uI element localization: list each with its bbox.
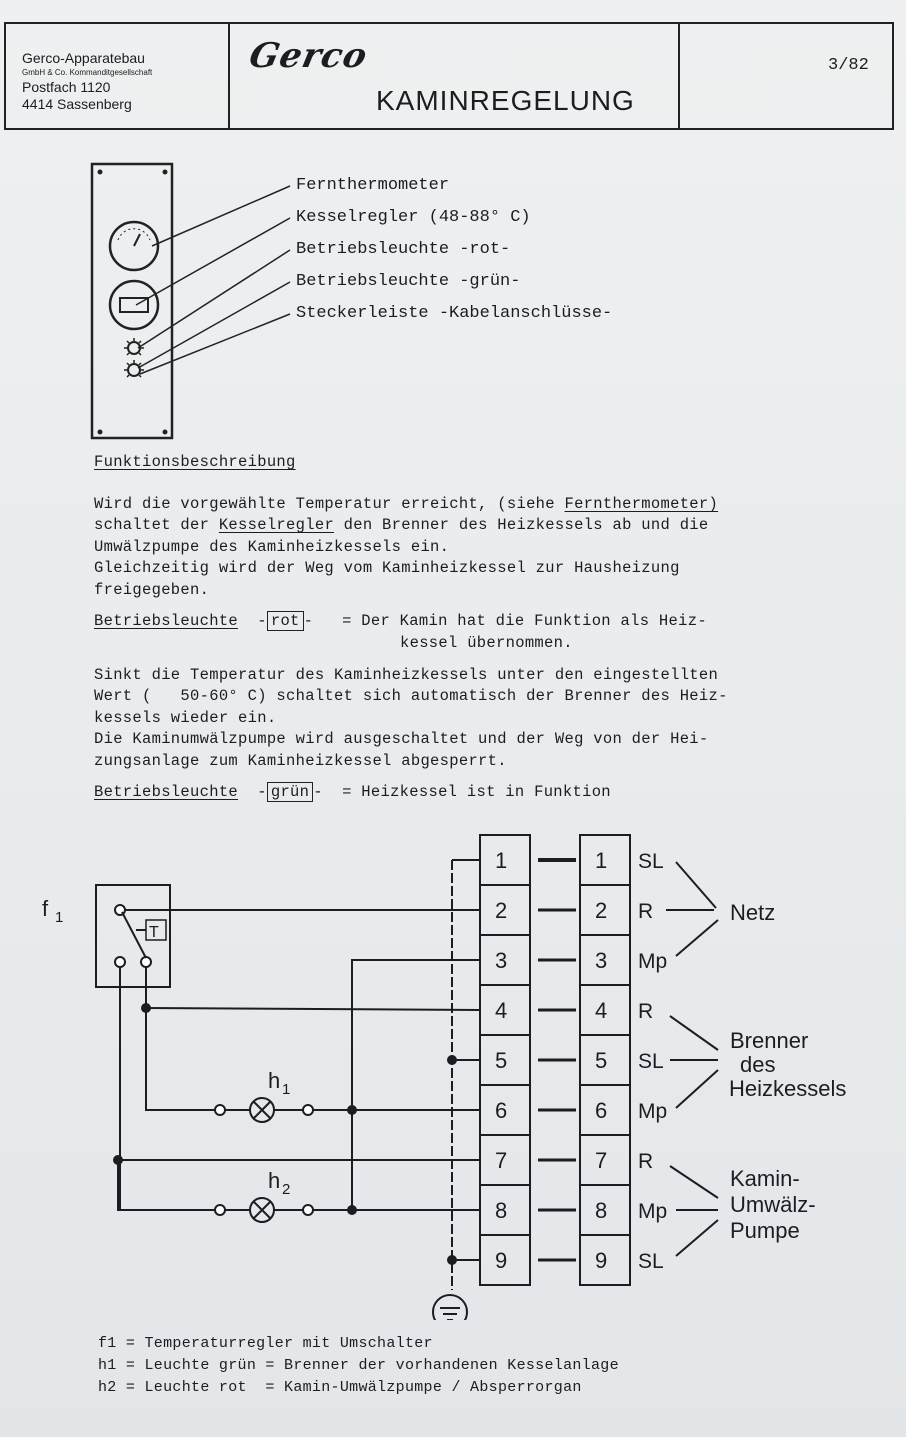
terminal-left-number: 2 <box>495 898 508 923</box>
lamp-green-row: Betriebsleuchte - grün - = Heizkessel ist in Funktion <box>94 783 611 801</box>
wiring-diagram <box>0 820 906 1320</box>
lamp-red-row: Betriebsleuchte - rot - = Der Kamin hat die Funktion als Heiz- <box>94 612 707 630</box>
text-span: schaltet der <box>94 516 219 534</box>
boxed-word: rot <box>267 611 304 631</box>
f1-label: f <box>42 896 49 921</box>
control-panel-drawing <box>0 150 906 450</box>
h2-label-sub: 2 <box>282 1181 291 1198</box>
boxed-word: grün <box>267 782 313 802</box>
panel-plate <box>92 164 172 438</box>
terminal-point <box>215 1205 225 1215</box>
terminal-right-number: 5 <box>595 1048 608 1073</box>
company-address <box>22 50 152 113</box>
green-lamp-icon <box>124 360 144 377</box>
terminal-point <box>303 1105 313 1115</box>
company-name: Gerco-Apparatebau <box>22 50 145 66</box>
gerco-logo: Gerco <box>245 36 372 76</box>
leader-line <box>138 282 290 368</box>
terminal-right-number: 4 <box>595 998 608 1023</box>
group-leader <box>676 862 716 908</box>
paragraph-line: Die Kaminumwälzpumpe wird ausgeschaltet und der Weg von der Hei- <box>94 730 709 748</box>
wire-label: R <box>638 1150 654 1173</box>
legend-line: h1 = Leuchte grün = Brenner der vorhandenen Kesselanlage <box>98 1357 619 1374</box>
group-leader <box>676 1220 718 1256</box>
paragraph-line: freigegeben. <box>94 581 210 599</box>
f1-label-sub: 1 <box>55 909 64 926</box>
text-span: den Brenner des Heizkessels ab und die <box>334 516 709 534</box>
group-brenner: Heizkessels <box>729 1076 847 1101</box>
terminal-left-number: 8 <box>495 1198 508 1223</box>
label-steckerleiste: Steckerleiste -Kabelanschlüsse- <box>296 304 613 323</box>
paragraph-line: Gleichzeitig wird der Weg vom Kaminheizkessel zur Hausheizung <box>94 559 680 577</box>
wire-label: Mp <box>638 1100 668 1123</box>
wire-label: Mp <box>638 950 668 973</box>
terminal-point <box>141 957 151 967</box>
leader-line <box>136 218 290 305</box>
terminal-left-number: 1 <box>495 848 508 873</box>
leader-line <box>138 250 290 348</box>
terminal-right-number: 7 <box>595 1148 608 1173</box>
wire-label: R <box>638 1000 654 1023</box>
paragraph-line: Sinkt die Temperatur des Kaminheizkessels unter den eingestellten <box>94 666 719 684</box>
group-kamin: Pumpe <box>730 1218 800 1243</box>
group-leader <box>676 920 718 956</box>
page-title: KAMINREGELUNG <box>376 85 635 116</box>
paragraph-line: zungsanlage zum Kaminheizkessel abgesperrt. <box>94 752 507 770</box>
text-span: Betriebsleuchte <box>94 612 239 630</box>
wire-label: R <box>638 900 654 923</box>
text-span: Wird die vorgewählte Temperatur erreicht, (siehe <box>94 495 565 513</box>
h1-label-sub: 1 <box>282 1081 291 1098</box>
text-span: Betriebsleuchte <box>94 783 239 801</box>
group-netz: Netz <box>730 900 776 925</box>
wire-label: SL <box>638 1050 664 1073</box>
terminal-left-number: 3 <box>495 948 508 973</box>
legend-line: f1 = Temperaturregler mit Umschalter <box>98 1335 433 1352</box>
thermostat-box <box>96 885 170 987</box>
label-betriebsleuchte-rot: Betriebsleuchte -rot- <box>296 240 511 259</box>
screw-icon <box>98 430 103 435</box>
company-cell <box>6 24 230 128</box>
group-kamin: Umwälz- <box>730 1192 816 1217</box>
terminal-point <box>303 1205 313 1215</box>
wire-label: Mp <box>638 1200 668 1223</box>
wire <box>146 1008 215 1110</box>
text-span: Kesselregler <box>218 516 335 534</box>
label-betriebsleuchte-gruen: Betriebsleuchte -grün- <box>296 272 521 291</box>
terminal-right-number: 8 <box>595 1198 608 1223</box>
screw-icon <box>98 170 103 175</box>
paragraph-line: kessel übernommen. <box>400 634 573 652</box>
terminal-right-number: 9 <box>595 1248 608 1273</box>
company-city: 4414 Sassenberg <box>22 96 132 112</box>
leader-line <box>140 314 290 374</box>
paragraph-line: Umwälzpumpe des Kaminheizkessels ein. <box>94 538 450 556</box>
screw-icon <box>163 170 168 175</box>
group-leader <box>670 1166 718 1198</box>
page-number: 3/82 <box>828 56 869 75</box>
boiler-controller-icon <box>110 281 158 329</box>
h1-label: h <box>268 1068 281 1093</box>
legend-line: h2 = Leuchte rot = Kamin-Umwälzpumpe / Absperrorgan <box>98 1379 582 1396</box>
section-heading: Funktionsbeschreibung <box>94 453 296 471</box>
screw-icon <box>163 430 168 435</box>
switch-contact <box>122 912 146 958</box>
group-leader <box>676 1070 718 1108</box>
label-fernthermometer: Fernthermometer <box>296 176 450 195</box>
terminal-right-number: 3 <box>595 948 608 973</box>
thermometer-gauge-icon <box>110 222 158 270</box>
terminal-left-number: 9 <box>495 1248 508 1273</box>
terminal-left-number: 5 <box>495 1048 508 1073</box>
paragraph-line: kessels wieder ein. <box>94 709 277 727</box>
t-symbol: T <box>149 924 159 941</box>
terminal-left-number: 6 <box>495 1098 508 1123</box>
terminal-right-number: 1 <box>595 848 608 873</box>
terminal-point <box>115 957 125 967</box>
paragraph-line <box>94 515 709 537</box>
wire <box>118 1160 215 1210</box>
label-kesselregler: Kesselregler (48-88° C) <box>296 208 531 227</box>
terminal-point <box>215 1105 225 1115</box>
paragraph-line: Wert ( 50-60° C) schaltet sich automatisch der Brenner des Heiz- <box>94 687 728 705</box>
wire-label: SL <box>638 850 664 873</box>
terminal-left-number: 4 <box>495 998 508 1023</box>
text-span: Fernthermometer) <box>564 495 719 513</box>
h2-label: h <box>268 1168 281 1193</box>
group-brenner: Brenner <box>730 1028 809 1053</box>
company-form: GmbH & Co. Kommanditgesellschaft <box>22 68 153 77</box>
wire-label: SL <box>638 1250 664 1273</box>
terminal-right-number: 6 <box>595 1098 608 1123</box>
company-postbox: Postfach 1120 <box>22 79 111 95</box>
group-kamin: Kamin- <box>730 1166 800 1191</box>
group-brenner: des <box>740 1052 776 1077</box>
text-span: = Der Kamin hat die Funktion als Heiz- <box>342 612 707 630</box>
group-leader <box>670 1016 718 1050</box>
paragraph-line <box>94 494 718 516</box>
wire <box>352 960 480 1210</box>
wire <box>146 1008 480 1010</box>
text-span: = Heizkessel ist in Funktion <box>342 783 611 801</box>
terminal-right-number: 2 <box>595 898 608 923</box>
terminal-left-number: 7 <box>495 1148 508 1173</box>
